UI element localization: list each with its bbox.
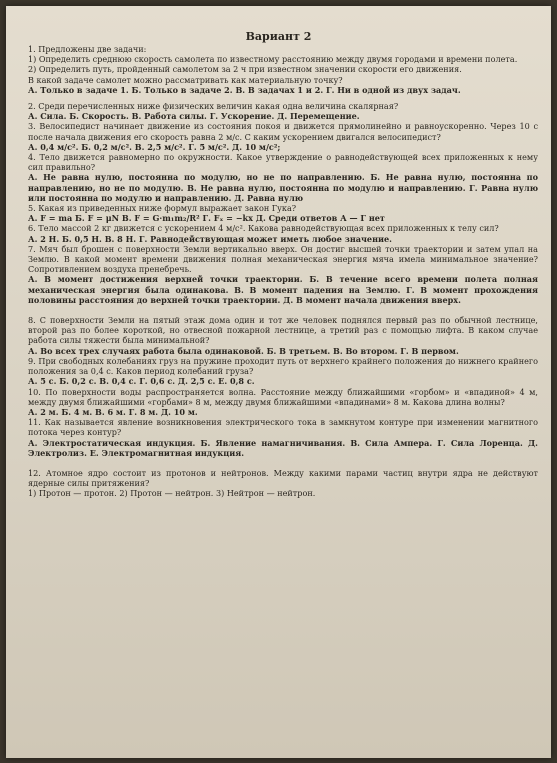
- question-10-text: 10. По поверхности воды распространяется волна. Расстояние между ближайшими «горбом» и «впадиной» 4 м, между двумя ближайшими «горбами» 8 м, между двумя ближайшими «впадинами» 8 м. Какова длина волны?: [28, 386, 538, 407]
- question-11-text: 11. Как называется явление возникновения электрического тока в замкнутом контуре при изменении магнитного потока через контур?: [28, 417, 538, 438]
- question-6-text: 6. Тело массой 2 кг движется с ускорением 4 м/с². Какова равнодействующая всех приложенных к телу сил?: [28, 223, 499, 234]
- question-7-text: 7. Мяч был брошен с поверхности Земли вертикально вверх. Он достиг высшей точки траектории и затем упал на Землю. В какой момент времени движения полная механическая энергия мяча имела минимальное значение? Сопротивлением воздуха пренебречь.: [28, 243, 538, 275]
- question-12-answers: 1) Протон — протон. 2) Протон — нейтрон. 3) Нейтрон — нейтрон.: [28, 488, 316, 499]
- question-5-text: 5. Какая из приведенных ниже формул выражает закон Гука?: [28, 203, 297, 214]
- question-11: [28, 417, 538, 458]
- question-10-answers: А. 2 м. Б. 4 м. В. 6 м. Г. 8 м. Д. 10 м.: [28, 406, 198, 417]
- question-12-text: 12. Атомное ядро состоит из протонов и нейтронов. Между какими парами частиц внутри ядра не действуют ядерные силы притяжения?: [28, 467, 538, 489]
- question-7-answers: А. В момент достижения верхней точки траектории. Б. В течение всего времени полета полная механическая энергия была одинакова. В. В момент падения на Землю. Г. В момент прохождения половины расстояния до верхней точки траектории. Д. В момент начала движения вверх.: [28, 274, 538, 305]
- question-6-answers: А. 2 Н. Б. 0,5 Н. В. 8 Н. Г. Равнодействующая может иметь любое значение.: [28, 233, 392, 244]
- question-1-answers: А. Только в задаче 1. Б. Только в задаче 2. В. В задачах 1 и 2. Г. Ни в одной из двух задач.: [28, 84, 461, 95]
- question-3-text: 3. Велосипедист начинает движение из состояния покоя и движется прямолинейно и равноускоренно. Через 10 с после начала движения его скорость равна 2 м/с. С каким ускорением двигался велосипедист?: [28, 121, 538, 142]
- question-1-task-1: 1) Определить среднюю скорость самолета по известному расстоянию между двумя городами и времени полета.: [28, 54, 518, 65]
- question-2-text: 2. Среди перечисленных ниже физических величин какая одна величина скалярная?: [28, 101, 399, 112]
- question-4: [28, 152, 538, 203]
- question-5-answers: А. F = ma Б. F = μN В. F = G·m₁m₂/R² Г. Fₓ = −kx Д. Среди ответов А — Г нет: [28, 213, 385, 224]
- question-list: [28, 44, 538, 499]
- question-1-intro: 1. Предложены две задачи:: [28, 44, 147, 54]
- question-5: [28, 203, 538, 223]
- question-3: [28, 121, 538, 152]
- question-12: [28, 468, 538, 499]
- question-6: [28, 223, 538, 243]
- exam-sheet: [6, 6, 551, 758]
- question-7: [28, 244, 538, 305]
- question-1: [28, 44, 538, 95]
- question-9-answers: А. 5 с. Б. 0,2 с. В. 0,4 с. Г. 0,6 с. Д. 2,5 с. Е. 0,8 с.: [28, 376, 255, 387]
- question-8: [28, 315, 538, 356]
- question-8-answers: А. Во всех трех случаях работа была одинаковой. Б. В третьем. В. Во втором. Г. В первом.: [28, 345, 459, 356]
- question-3-answers: А. 0,4 м/с². Б. 0,2 м/с². В. 2,5 м/с². Г. 5 м/с². Д. 10 м/с²;: [28, 141, 281, 152]
- question-9: [28, 356, 538, 387]
- question-4-text: 4. Тело движется равномерно по окружности. Какое утверждение о равнодействующей всех приложенных к нему сил правильно?: [28, 152, 538, 173]
- question-1-task-2: 2) Определить путь, пройденный самолетом за 2 ч при известном значении скорости его движения.: [28, 64, 462, 75]
- question-1-text: В какой задаче самолет можно рассматривать как материальную точку?: [28, 74, 343, 85]
- variant-title: Вариант 2: [245, 30, 312, 43]
- question-11-answers: А. Электростатическая индукция. Б. Явление намагничивания. В. Сила Ампера. Г. Сила Лоренца. Д. Электролиз. Е. Электромагнитная индукция.: [28, 437, 538, 458]
- question-4-answers: А. Не равна нулю, постоянна по модулю, но не по направлению. Б. Не равна нулю, постоянна по направлению, но не по модулю. В. Не равна нулю, постоянна по модулю и направлению. Г. Равна нулю или постоянна по модулю и направлению. Д. Равна нулю: [28, 172, 538, 203]
- question-10: [28, 387, 538, 418]
- question-8-text: 8. С поверхности Земли на пятый этаж дома один и тот же человек поднялся первый раз по обычной лестнице, второй раз по более короткой, но отвесной пожарной лестнице, а третий раз с помощью лифта. В каком случае работа силы тяжести была минимальной?: [28, 315, 538, 346]
- question-2-answers: А. Сила. Б. Скорость. В. Работа силы. Г. Ускорение. Д. Перемещение.: [28, 111, 360, 122]
- question-9-text: 9. При свободных колебаниях груз на пружине проходит путь от верхнего крайнего положения до нижнего крайнего положения за 0,4 с. Каков период колебаний груза?: [28, 355, 538, 377]
- question-2: [28, 101, 538, 121]
